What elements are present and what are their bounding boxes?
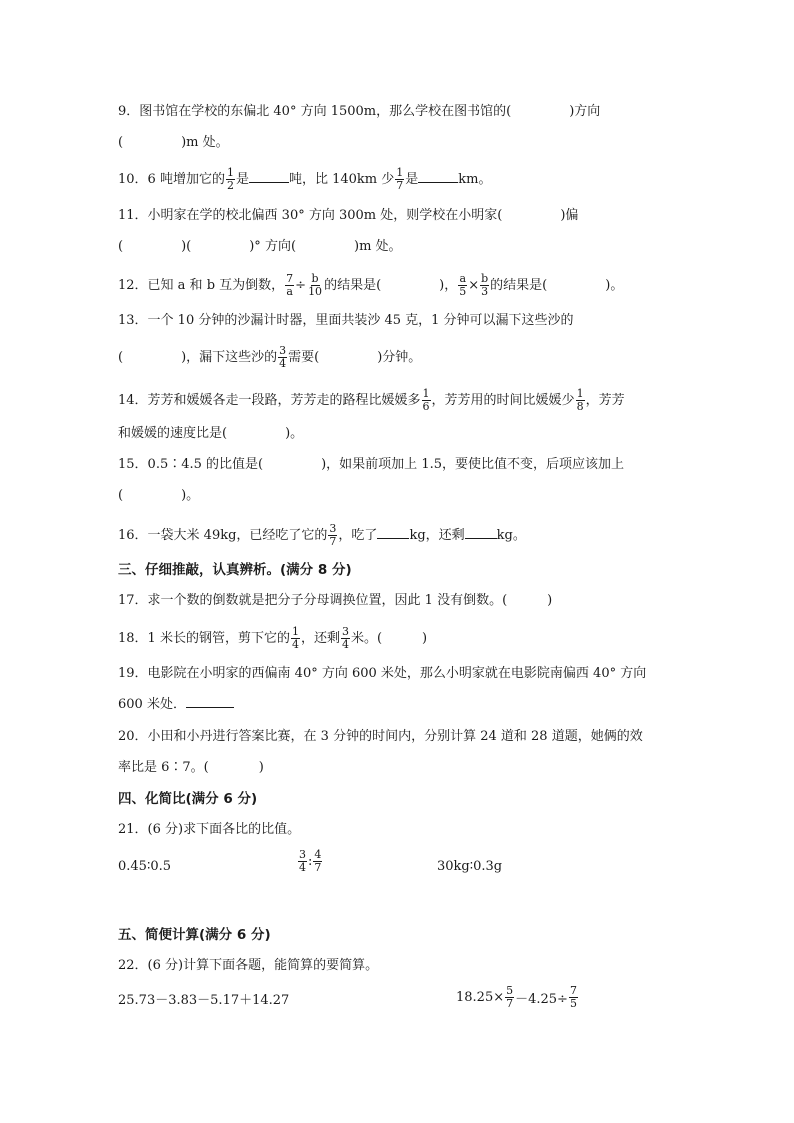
q15-paren: )。 — [181, 488, 200, 503]
question-17 — [118, 591, 552, 611]
q9-text: 9．图书馆在学校的东偏北 40° 方向 1500m，那么学校在图书馆的( — [118, 104, 512, 119]
question-15-cont — [118, 486, 199, 506]
denominator: 10 — [308, 285, 323, 298]
fraction — [285, 273, 294, 298]
denominator: 7 — [329, 535, 337, 548]
numerator: 5 — [506, 984, 514, 997]
q9-paren-close: )m 处。 — [181, 135, 229, 150]
q12-text-d: 的结果是( — [490, 278, 548, 293]
q19-text: 19．电影院在小明家的西偏南 40° 方向 600 米处，那么小明家就在电影院南偏西 40° 方向 — [118, 666, 647, 681]
q18-text-c: 米。( — [350, 631, 383, 646]
q21-text: 21．(6 分)求下面各比的比值。 — [118, 822, 301, 837]
q14-text: 14．芳芳和媛媛各走一段路，芳芳走的路程比媛媛多 — [118, 393, 421, 408]
q11-paren: ( — [118, 239, 124, 254]
question-14-cont — [118, 424, 303, 444]
fraction — [422, 388, 431, 413]
q11-text-b: )偏 — [560, 208, 579, 223]
denominator: 7 — [314, 861, 322, 874]
q16-text-d: kg。 — [496, 528, 526, 543]
q14-text-b: ，芳芳用的时间比媛媛少 — [431, 393, 575, 408]
q17-text: 17．求一个数的倒数就是把分子分母调换位置，因此 1 没有倒数。( — [118, 593, 508, 608]
numerator: 1 — [291, 625, 299, 638]
question-20-cont — [118, 758, 264, 778]
ratio-sign: : — [308, 854, 313, 869]
q12-text-e: )。 — [605, 278, 624, 293]
question-14 — [118, 388, 625, 413]
q19-text-b: 600 米处． — [118, 697, 186, 712]
q11-paren: )m 处。 — [354, 239, 402, 254]
denominator: 7 — [506, 997, 514, 1010]
denominator: 8 — [576, 400, 584, 413]
q13-paren: ( — [118, 350, 124, 365]
q20-text-b: 率比是 6∶7。( — [118, 760, 209, 775]
denominator: 4 — [279, 357, 287, 370]
question-13-cont — [118, 345, 421, 370]
fraction — [328, 523, 337, 548]
q21-expr-3: 30kg∶0.3g — [437, 859, 503, 874]
numerator: 7 — [286, 272, 294, 285]
q17-paren: ) — [547, 593, 553, 608]
fraction — [307, 273, 323, 298]
q22-expr-2-a: 18.25× — [456, 990, 505, 1005]
q14-text-c: ，芳芳 — [585, 393, 625, 408]
q12-text-b: 的结果是( — [324, 278, 382, 293]
q14-text-e: )。 — [285, 426, 304, 441]
section-heading-4: 四、化简比(满分 6 分) — [118, 791, 258, 807]
numerator: 1 — [396, 166, 404, 179]
q16-text: 16．一袋大米 49kg，已经吃了它的 — [118, 528, 328, 543]
q11-text: 11．小明家在学的校北偏西 30° 方向 300m 处，则学校在小明家( — [118, 208, 503, 223]
numerator: 3 — [279, 344, 287, 357]
numerator: b — [481, 272, 489, 285]
q10-text-e: km。 — [458, 172, 492, 187]
denominator: 5 — [569, 997, 577, 1010]
q10-text: 10．6 吨增加它的 — [118, 172, 225, 187]
q20-text: 20．小田和小丹进行答案比赛，在 3 分钟的时间内，分别计算 24 道和 28 道题，她俩的效 — [118, 729, 643, 744]
fraction — [569, 985, 578, 1010]
numerator: a — [459, 272, 466, 285]
denominator: 4 — [299, 861, 306, 874]
question-9 — [118, 102, 600, 122]
times-sign: × — [468, 278, 480, 293]
q21-expr-1: 0.45∶0.5 — [118, 859, 172, 874]
question-12 — [118, 273, 623, 298]
numerator: 7 — [569, 984, 577, 997]
answer-blank[interactable] — [186, 695, 234, 708]
q14-text-d: 和媛媛的速度比是( — [118, 426, 228, 441]
question-21 — [118, 820, 300, 840]
denominator: 6 — [422, 400, 430, 413]
fraction — [226, 167, 235, 192]
question-11-cont — [118, 237, 402, 257]
question-11 — [118, 206, 578, 226]
denominator: 2 — [226, 179, 234, 192]
q15-paren: ( — [118, 488, 124, 503]
fraction — [576, 388, 585, 413]
fraction — [298, 849, 307, 874]
question-9-cont — [118, 133, 229, 153]
fraction — [291, 626, 300, 651]
q11-paren: )° 方向( — [249, 239, 297, 254]
denominator: 4 — [291, 638, 299, 651]
answer-blank[interactable] — [418, 170, 458, 183]
question-20 — [118, 727, 643, 747]
question-10 — [118, 167, 492, 192]
q9-paren-open: ( — [118, 135, 124, 150]
numerator: 3 — [329, 522, 337, 535]
denominator: a — [286, 285, 293, 298]
q22-expr-1: 25.73－3.83－5.17＋14.27 — [118, 993, 290, 1008]
q18-text: 18．1 米长的钢管，剪下它的 — [118, 631, 290, 646]
question-19 — [118, 664, 646, 684]
q18-paren: ) — [422, 631, 428, 646]
numerator: 1 — [576, 387, 584, 400]
denominator: 7 — [396, 179, 404, 192]
q13-text-d: 需要( — [288, 350, 320, 365]
question-18 — [118, 626, 427, 651]
section-heading-5: 五、简便计算(满分 6 分) — [118, 927, 271, 943]
q13-text: 13．一个 10 分钟的沙漏计时器，里面共装沙 45 克，1 分钟可以漏下这些沙的 — [118, 313, 574, 328]
numerator: 3 — [341, 625, 349, 638]
fraction — [505, 985, 514, 1010]
fraction — [395, 167, 404, 192]
fraction — [458, 273, 467, 298]
q13-text-e: )分钟。 — [377, 350, 422, 365]
section-heading-3: 三、仔细推敲，认真辨析。(满分 8 分) — [118, 562, 352, 578]
answer-blank[interactable] — [249, 170, 289, 183]
numerator: 1 — [422, 387, 430, 400]
question-13 — [118, 311, 574, 331]
answer-blank[interactable] — [465, 526, 497, 539]
divide-sign: ÷ — [295, 278, 307, 293]
q11-paren: )( — [181, 239, 192, 254]
q15-text-b: )，如果前项加上 1.5，要使比值不变，后项应该加上 — [321, 457, 624, 472]
numerator: b — [311, 272, 319, 285]
denominator: 4 — [341, 638, 349, 651]
q18-text-b: ，还剩 — [300, 631, 340, 646]
numerator: 1 — [226, 166, 234, 179]
fraction — [313, 849, 322, 874]
q16-text-c: kg，还剩 — [409, 528, 465, 543]
numerator: 3 — [299, 848, 306, 861]
q9-text-end: )方向 — [569, 104, 601, 119]
fraction — [341, 626, 350, 651]
q16-text-b: ，吃了 — [338, 528, 378, 543]
question-16 — [118, 523, 526, 548]
fraction — [480, 273, 489, 298]
q10-text-d: 是 — [405, 172, 419, 187]
answer-blank[interactable] — [377, 526, 409, 539]
numerator: 4 — [314, 848, 322, 861]
q22-text: 22．(6 分)计算下面各题，能简算的要简算。 — [118, 958, 379, 973]
q15-text: 15．0.5∶4.5 的比值是( — [118, 457, 264, 472]
denominator: 3 — [481, 285, 489, 298]
q13-text-c: )，漏下这些沙的 — [181, 350, 278, 365]
q10-text-b: 是 — [235, 172, 249, 187]
q12-text: 12．已知 a 和 b 互为倒数， — [118, 278, 285, 293]
q22-expr-2 — [456, 985, 579, 1010]
question-19-cont — [118, 695, 234, 715]
q12-text-c: )， — [439, 278, 458, 293]
question-15 — [118, 455, 624, 475]
fraction — [278, 345, 287, 370]
question-22 — [118, 956, 378, 976]
q10-text-c: 吨，比 140km 少 — [288, 172, 395, 187]
q20-paren: ) — [258, 760, 264, 775]
q21-expr-2 — [297, 849, 323, 874]
q22-expr-2-b: －4.25÷ — [515, 992, 568, 1007]
denominator: 5 — [459, 285, 467, 298]
